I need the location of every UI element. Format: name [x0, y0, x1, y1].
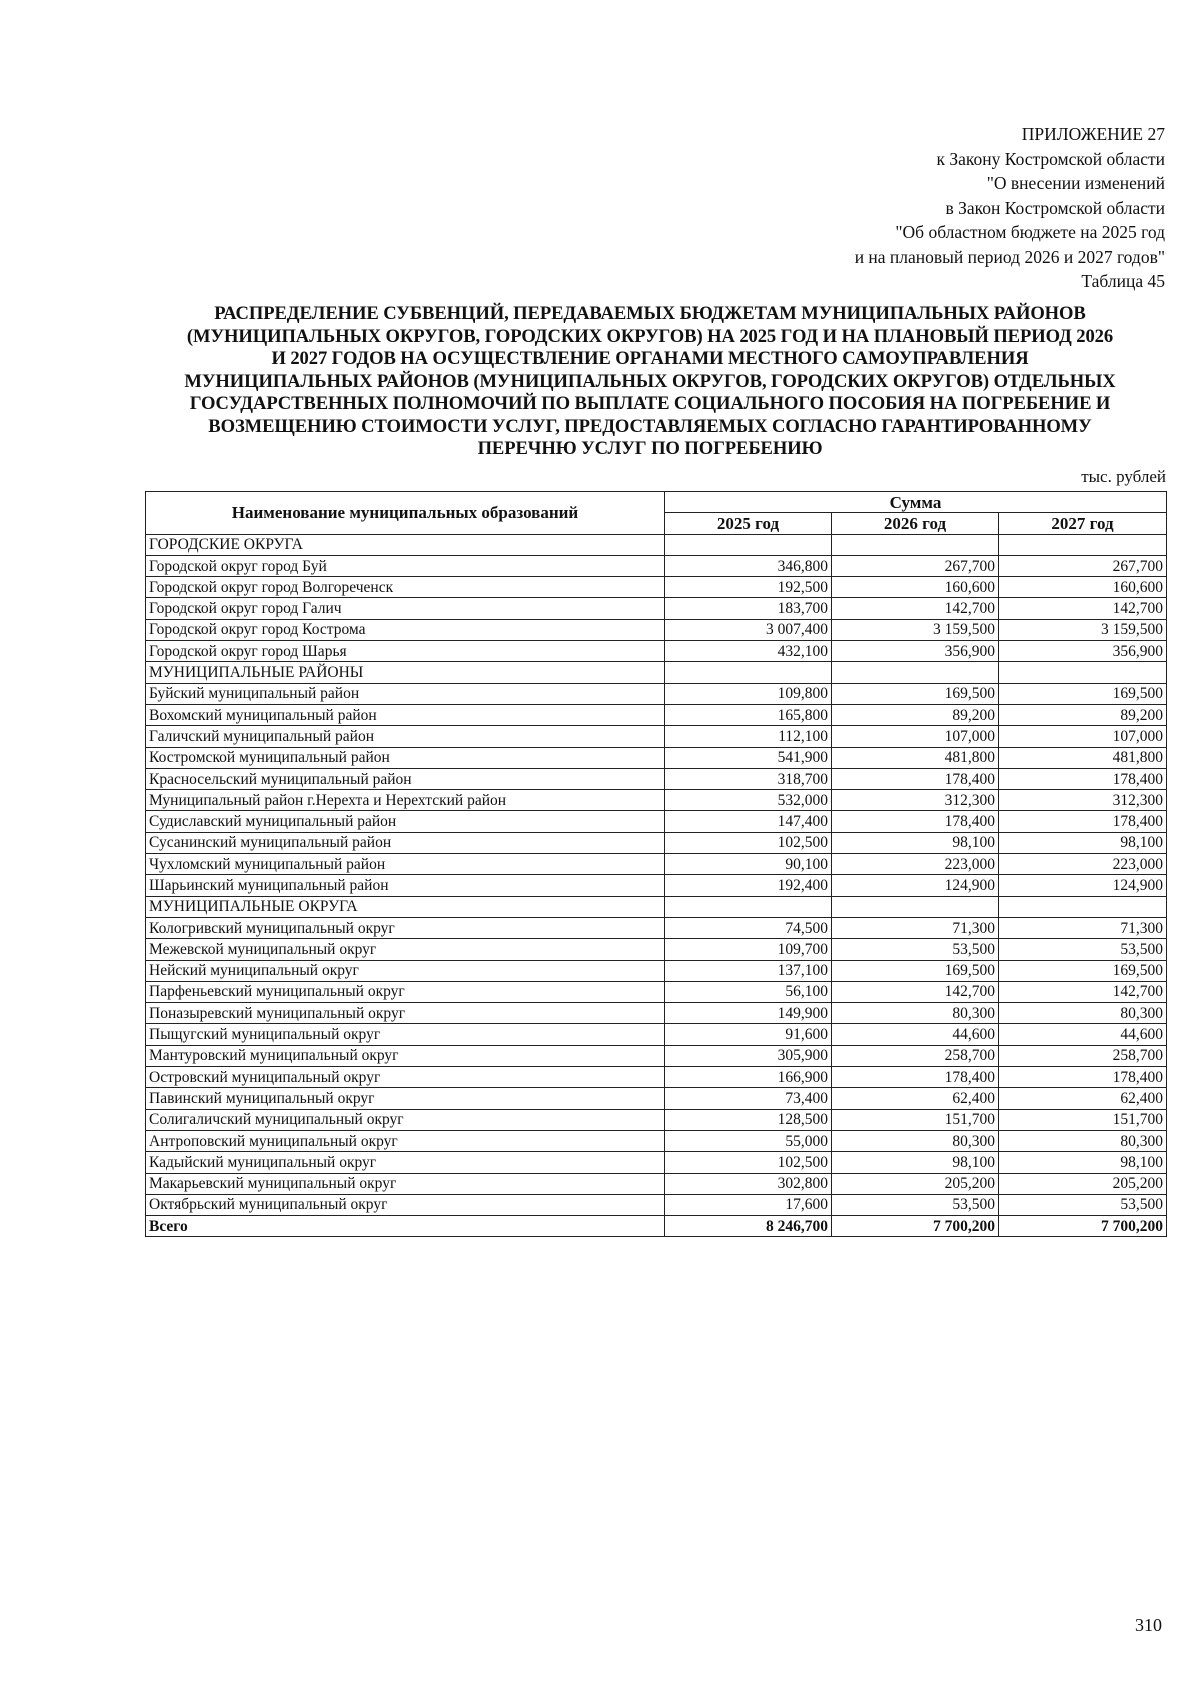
row-name: Городской округ город Кострома — [146, 619, 665, 640]
row-name: ГОРОДСКИЕ ОКРУГА — [146, 534, 665, 555]
table-row — [146, 641, 1167, 662]
row-value-2026: 356,900 — [832, 641, 999, 662]
appendix-line: к Закону Костромской области — [936, 148, 1165, 169]
table-row — [146, 726, 1167, 747]
table-row — [146, 1130, 1167, 1151]
row-value-2027 — [999, 662, 1167, 683]
row-value-2026: 312,300 — [832, 790, 999, 811]
row-value-2025: 192,500 — [665, 577, 832, 598]
row-value-2027: 142,700 — [999, 981, 1167, 1002]
table-row — [146, 1067, 1167, 1088]
table-row — [146, 1152, 1167, 1173]
row-value-2027: 142,700 — [999, 598, 1167, 619]
row-value-2025: 147,400 — [665, 811, 832, 832]
title-line: МУНИЦИПАЛЬНЫХ РАЙОНОВ (МУНИЦИПАЛЬНЫХ ОКРУГОВ, ГОРОДСКИХ ОКРУГОВ) ОТДЕЛЬНЫХ — [184, 370, 1116, 392]
row-value-2027: 312,300 — [999, 790, 1167, 811]
appendix-header — [855, 122, 1165, 294]
row-value-2026 — [832, 534, 999, 555]
table-row — [146, 875, 1167, 896]
row-value-2026: 89,200 — [832, 704, 999, 725]
row-value-2027: 62,400 — [999, 1088, 1167, 1109]
table-row — [146, 1003, 1167, 1024]
row-value-2027 — [999, 534, 1167, 555]
row-value-2025: 432,100 — [665, 641, 832, 662]
table-body — [146, 534, 1167, 1216]
row-name: МУНИЦИПАЛЬНЫЕ ОКРУГА — [146, 896, 665, 917]
row-value-2026: 124,900 — [832, 875, 999, 896]
row-value-2025 — [665, 662, 832, 683]
row-name: Октябрьский муниципальный округ — [146, 1194, 665, 1215]
row-value-2026 — [832, 662, 999, 683]
table-row — [146, 683, 1167, 704]
row-value-2027: 481,800 — [999, 747, 1167, 768]
row-value-2027: 53,500 — [999, 1194, 1167, 1215]
row-value-2026: 178,400 — [832, 1067, 999, 1088]
table-row — [146, 662, 1167, 683]
column-header-2027: 2027 год — [999, 513, 1167, 534]
table-row — [146, 981, 1167, 1002]
row-name: Антроповский муниципальный округ — [146, 1130, 665, 1151]
title-line: И 2027 ГОДОВ НА ОСУЩЕСТВЛЕНИЕ ОРГАНАМИ МЕСТНОГО САМОУПРАВЛЕНИЯ — [271, 348, 1029, 369]
row-value-2027: 98,100 — [999, 1152, 1167, 1173]
row-value-2026: 223,000 — [832, 854, 999, 875]
row-value-2027: 53,500 — [999, 939, 1167, 960]
row-name: МУНИЦИПАЛЬНЫЕ РАЙОНЫ — [146, 662, 665, 683]
table-row — [146, 1088, 1167, 1109]
total-2026: 7 700,200 — [832, 1216, 999, 1237]
subvention-table — [145, 491, 1167, 1237]
row-name: Городской округ город Галич — [146, 598, 665, 619]
appendix-line: и на плановый период 2026 и 2027 годов" — [854, 246, 1165, 267]
row-name: Поназыревский муниципальный округ — [146, 1003, 665, 1024]
row-value-2026: 98,100 — [832, 832, 999, 853]
appendix-line: ПРИЛОЖЕНИЕ 27 — [1021, 124, 1165, 144]
row-value-2026: 80,300 — [832, 1130, 999, 1151]
row-value-2025: 165,800 — [665, 704, 832, 725]
row-value-2027: 169,500 — [999, 960, 1167, 981]
table-row — [146, 555, 1167, 576]
title-line: (МУНИЦИПАЛЬНЫХ ОКРУГОВ, ГОРОДСКИХ ОКРУГОВ) НА 2025 ГОД И НА ПЛАНОВЫЙ ПЕРИОД 2026 — [186, 325, 1114, 347]
row-value-2026: 178,400 — [832, 811, 999, 832]
table-row — [146, 1173, 1167, 1194]
table-row — [146, 534, 1167, 555]
table-row — [146, 1194, 1167, 1215]
row-value-2026: 62,400 — [832, 1088, 999, 1109]
row-name: Пыщугский муниципальный округ — [146, 1024, 665, 1045]
row-value-2025: 183,700 — [665, 598, 832, 619]
row-value-2027: 169,500 — [999, 683, 1167, 704]
appendix-line: в Закон Костромской области — [945, 197, 1165, 218]
appendix-line: "Об областном бюджете на 2025 год — [895, 222, 1165, 242]
row-name: Нейский муниципальный округ — [146, 960, 665, 981]
column-header-2025: 2025 год — [665, 513, 832, 534]
row-value-2025: 17,600 — [665, 1194, 832, 1215]
row-value-2026: 53,500 — [832, 1194, 999, 1215]
row-name: Вохомский муниципальный район — [146, 704, 665, 725]
row-value-2027: 44,600 — [999, 1024, 1167, 1045]
row-value-2026: 267,700 — [832, 555, 999, 576]
row-name: Сусанинский муниципальный район — [146, 832, 665, 853]
row-value-2027: 3 159,500 — [999, 619, 1167, 640]
table-row — [146, 1045, 1167, 1066]
title-line: ПЕРЕЧНЮ УСЛУГ ПО ПОГРЕБЕНИЮ — [477, 438, 823, 459]
table-row — [146, 790, 1167, 811]
row-name: Муниципальный район г.Нерехта и Нерехтский район — [146, 790, 665, 811]
row-name: Кадыйский муниципальный округ — [146, 1152, 665, 1173]
row-name: Мантуровский муниципальный округ — [146, 1045, 665, 1066]
row-value-2025: 302,800 — [665, 1173, 832, 1194]
document-title — [130, 303, 1170, 461]
table-row — [146, 896, 1167, 917]
row-value-2027: 178,400 — [999, 768, 1167, 789]
row-value-2025: 73,400 — [665, 1088, 832, 1109]
title-line: РАСПРЕДЕЛЕНИЕ СУБВЕНЦИЙ, ПЕРЕДАВАЕМЫХ БЮДЖЕТАМ МУНИЦИПАЛЬНЫХ РАЙОНОВ — [214, 303, 1086, 324]
row-value-2025: 532,000 — [665, 790, 832, 811]
row-value-2026: 169,500 — [832, 683, 999, 704]
title-line: ВОЗМЕЩЕНИЮ СТОИМОСТИ УСЛУГ, ПРЕДОСТАВЛЯЕМЫХ СОГЛАСНО ГАРАНТИРОВАННОМУ — [208, 415, 1092, 437]
row-name: Макарьевский муниципальный округ — [146, 1173, 665, 1194]
total-2027: 7 700,200 — [999, 1216, 1167, 1237]
row-value-2027: 151,700 — [999, 1109, 1167, 1130]
row-name: Галичский муниципальный район — [146, 726, 665, 747]
total-label: Всего — [146, 1216, 665, 1237]
title-line: ГОСУДАРСТВЕННЫХ ПОЛНОМОЧИЙ ПО ВЫПЛАТЕ СОЦИАЛЬНОГО ПОСОБИЯ НА ПОГРЕБЕНИЕ И — [189, 393, 1111, 414]
row-value-2026: 3 159,500 — [832, 619, 999, 640]
row-value-2025: 346,800 — [665, 555, 832, 576]
table-row — [146, 704, 1167, 725]
row-value-2025: 318,700 — [665, 768, 832, 789]
row-value-2027 — [999, 896, 1167, 917]
row-value-2025: 192,400 — [665, 875, 832, 896]
table-row — [146, 917, 1167, 938]
row-value-2027: 223,000 — [999, 854, 1167, 875]
row-value-2025: 74,500 — [665, 917, 832, 938]
row-name: Буйский муниципальный район — [146, 683, 665, 704]
appendix-line: "О внесении изменений — [986, 173, 1165, 193]
column-header-name: Наименование муниципальных образований — [146, 492, 665, 535]
table-row — [146, 960, 1167, 981]
row-value-2025: 102,500 — [665, 1152, 832, 1173]
row-value-2026: 98,100 — [832, 1152, 999, 1173]
units-label: тыс. рублей — [1081, 467, 1166, 486]
row-value-2027: 258,700 — [999, 1045, 1167, 1066]
row-value-2027: 160,600 — [999, 577, 1167, 598]
total-row — [146, 1216, 1167, 1237]
row-value-2026: 178,400 — [832, 768, 999, 789]
row-name: Шарьинский муниципальный район — [146, 875, 665, 896]
row-value-2025: 56,100 — [665, 981, 832, 1002]
row-value-2027: 107,000 — [999, 726, 1167, 747]
row-value-2027: 124,900 — [999, 875, 1167, 896]
row-value-2025: 109,800 — [665, 683, 832, 704]
row-name: Островский муниципальный округ — [146, 1067, 665, 1088]
row-name: Павинский муниципальный округ — [146, 1088, 665, 1109]
row-value-2027: 178,400 — [999, 811, 1167, 832]
table-row — [146, 811, 1167, 832]
row-value-2025: 3 007,400 — [665, 619, 832, 640]
table-row — [146, 1109, 1167, 1130]
row-value-2027: 89,200 — [999, 704, 1167, 725]
row-value-2026 — [832, 896, 999, 917]
row-value-2026: 169,500 — [832, 960, 999, 981]
table-row — [146, 832, 1167, 853]
row-value-2025: 137,100 — [665, 960, 832, 981]
row-value-2026: 142,700 — [832, 981, 999, 1002]
row-value-2025 — [665, 534, 832, 555]
row-value-2026: 258,700 — [832, 1045, 999, 1066]
column-header-sum: Сумма — [665, 492, 1167, 513]
row-name: Межевской муниципальный округ — [146, 939, 665, 960]
row-value-2026: 71,300 — [832, 917, 999, 938]
row-value-2026: 107,000 — [832, 726, 999, 747]
row-value-2027: 178,400 — [999, 1067, 1167, 1088]
row-name: Судиславский муниципальный район — [146, 811, 665, 832]
row-value-2026: 53,500 — [832, 939, 999, 960]
row-value-2026: 481,800 — [832, 747, 999, 768]
row-name: Городской округ город Буй — [146, 555, 665, 576]
row-value-2027: 80,300 — [999, 1130, 1167, 1151]
row-name: Чухломский муниципальный район — [146, 854, 665, 875]
row-value-2027: 71,300 — [999, 917, 1167, 938]
row-value-2026: 205,200 — [832, 1173, 999, 1194]
row-value-2025 — [665, 896, 832, 917]
row-value-2025: 305,900 — [665, 1045, 832, 1066]
row-value-2026: 142,700 — [832, 598, 999, 619]
table-row — [146, 768, 1167, 789]
row-value-2025: 149,900 — [665, 1003, 832, 1024]
row-name: Костромской муниципальный район — [146, 747, 665, 768]
row-value-2025: 55,000 — [665, 1130, 832, 1151]
table-row — [146, 577, 1167, 598]
row-value-2026: 151,700 — [832, 1109, 999, 1130]
row-value-2025: 112,100 — [665, 726, 832, 747]
row-name: Солигаличский муниципальный округ — [146, 1109, 665, 1130]
row-name: Городской округ город Волгореченск — [146, 577, 665, 598]
row-name: Красносельский муниципальный район — [146, 768, 665, 789]
row-name: Кологривский муниципальный округ — [146, 917, 665, 938]
row-value-2027: 98,100 — [999, 832, 1167, 853]
row-value-2027: 267,700 — [999, 555, 1167, 576]
row-value-2027: 205,200 — [999, 1173, 1167, 1194]
row-value-2026: 80,300 — [832, 1003, 999, 1024]
table-row — [146, 619, 1167, 640]
row-value-2025: 109,700 — [665, 939, 832, 960]
table-row — [146, 1024, 1167, 1045]
table-row — [146, 939, 1167, 960]
row-value-2025: 90,100 — [665, 854, 832, 875]
row-name: Парфеньевский муниципальный округ — [146, 981, 665, 1002]
row-value-2025: 102,500 — [665, 832, 832, 853]
row-value-2025: 128,500 — [665, 1109, 832, 1130]
row-value-2025: 91,600 — [665, 1024, 832, 1045]
row-value-2026: 160,600 — [832, 577, 999, 598]
row-value-2025: 541,900 — [665, 747, 832, 768]
table-row — [146, 598, 1167, 619]
page-number: 310 — [1135, 1615, 1162, 1635]
column-header-2026: 2026 год — [832, 513, 999, 534]
table-row — [146, 747, 1167, 768]
row-value-2027: 80,300 — [999, 1003, 1167, 1024]
row-value-2027: 356,900 — [999, 641, 1167, 662]
total-2025: 8 246,700 — [665, 1216, 832, 1237]
row-value-2025: 166,900 — [665, 1067, 832, 1088]
row-value-2026: 44,600 — [832, 1024, 999, 1045]
table-number: Таблица 45 — [1081, 271, 1165, 291]
table-row — [146, 854, 1167, 875]
row-name: Городской округ город Шарья — [146, 641, 665, 662]
